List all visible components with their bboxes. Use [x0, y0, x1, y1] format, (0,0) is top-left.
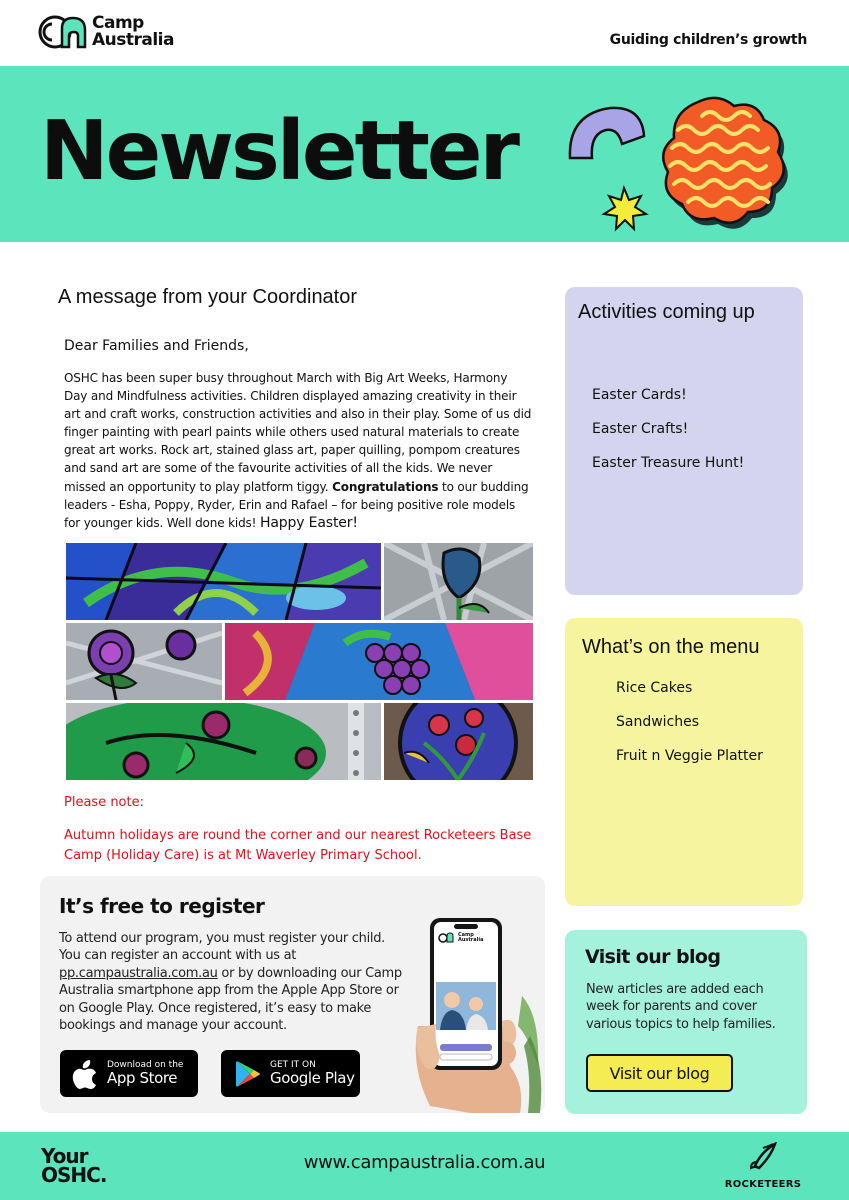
phone-logo-line-2: Australia — [458, 937, 484, 943]
app-store-big-text: App Store — [107, 1069, 178, 1087]
top-bar — [0, 0, 849, 66]
message-part-2: to our budding leaders - Esha, Poppy, Ryder, Erin and Rafael – for being positive role models for younger kids. Well done kids! — [64, 479, 529, 530]
activity-item: Easter Crafts! — [592, 421, 689, 437]
art-photo-collage — [66, 543, 533, 780]
activity-item: Easter Treasure Hunt! — [592, 455, 745, 471]
activities-card — [565, 287, 803, 595]
your-oshc-line-2: OSHC. — [41, 1163, 107, 1187]
stained-glass-photo-4 — [225, 623, 533, 700]
activities-title: Activities coming up — [578, 301, 755, 323]
rocket-icon — [749, 1142, 779, 1170]
decorative-shapes-icon — [562, 96, 794, 244]
register-link[interactable]: pp.campaustralia.com.au — [59, 965, 218, 981]
register-text — [59, 930, 404, 1034]
greeting: Dear Families and Friends, — [64, 338, 249, 354]
activity-item: Easter Cards! — [592, 387, 687, 403]
tagline: Guiding children’s growth — [609, 32, 807, 48]
stained-glass-photo-6 — [384, 703, 533, 780]
register-card — [40, 876, 545, 1113]
happy-easter: Happy Easter! — [259, 514, 358, 531]
google-play-small-text: GET IT ON — [270, 1060, 316, 1070]
menu-item: Sandwiches — [616, 714, 700, 730]
camp-australia-logo[interactable] — [38, 14, 174, 50]
hero-banner — [0, 66, 849, 242]
google-play-icon — [235, 1060, 261, 1088]
register-title: It’s free to register — [59, 894, 265, 918]
stained-glass-photo-1 — [66, 543, 381, 620]
menu-item: Rice Cakes — [616, 680, 693, 696]
stained-glass-photo-5 — [66, 703, 381, 780]
stained-glass-photo-2 — [384, 543, 533, 620]
logo-line-1: Camp — [92, 13, 144, 33]
rocketeers-logo — [717, 1142, 809, 1190]
blog-text: New articles are added each week for parents and cover various topics to help families. — [586, 982, 776, 1032]
visit-blog-button[interactable]: Visit our blog — [586, 1054, 733, 1092]
website-url[interactable]: www.campaustralia.com.au — [303, 1152, 546, 1173]
note-label: Please note: — [64, 795, 144, 810]
google-play-button[interactable] — [221, 1050, 360, 1097]
blog-title: Visit our blog — [585, 946, 721, 968]
register-text-part-2: or by downloading our Camp Australia smartphone app from the Apple App Store or on Google Play. Once registered, it’s easy to make bookings and manage your account. — [59, 965, 402, 1034]
phone-in-hand-image — [410, 916, 545, 1113]
message-bold: Congratulations — [332, 479, 439, 494]
logo-wordmark — [92, 15, 174, 49]
stained-glass-photo-3 — [66, 623, 222, 700]
phone-logo-line-1: Camp — [458, 932, 474, 938]
app-store-small-text: Download on the — [107, 1060, 184, 1070]
newsletter-title: Newsletter — [40, 104, 517, 199]
apple-icon — [72, 1059, 98, 1089]
holiday-note: Autumn holidays are round the corner and our nearest Rocketeers Base Camp (Holiday Care) is at Mt Waverley Primary School. — [64, 828, 532, 863]
your-oshc-line-1: Your — [41, 1144, 88, 1168]
blog-card — [565, 930, 807, 1114]
phone-hand-icon — [410, 916, 545, 1113]
menu-title: What’s on the menu — [582, 636, 760, 658]
menu-item: Fruit n Veggie Platter — [616, 748, 763, 764]
coordinator-heading: A message from your Coordinator — [58, 286, 358, 308]
google-play-big-text: Google Play — [270, 1069, 355, 1087]
app-store-button[interactable] — [60, 1050, 198, 1097]
message-part-1: OSHC has been super busy throughout March with Big Art Weeks, Harmony Day and Mindfulness activities. Children displayed amazing creativity in their art and craft works, construction activities and also in their play. Some of us did finger painting with pearl paints while others used natural materials to create great art works. Rock art, stained glass art, paper quilling, pompom creatures and sand art are some of the favourite activities of all the kids. We never missed an opportunity to play platform tiggy. — [64, 371, 532, 494]
register-text-part-1: To attend our program, you must register your child. You can register an account with us at — [59, 931, 385, 964]
phone-logo-text — [458, 933, 483, 943]
menu-card — [565, 618, 803, 906]
rocketeers-label: ROCKETEERS — [724, 1179, 802, 1190]
footer — [0, 1132, 849, 1200]
logo-line-2: Australia — [92, 30, 174, 50]
camp-australia-logo-icon — [38, 14, 88, 50]
coordinator-message — [64, 369, 532, 532]
